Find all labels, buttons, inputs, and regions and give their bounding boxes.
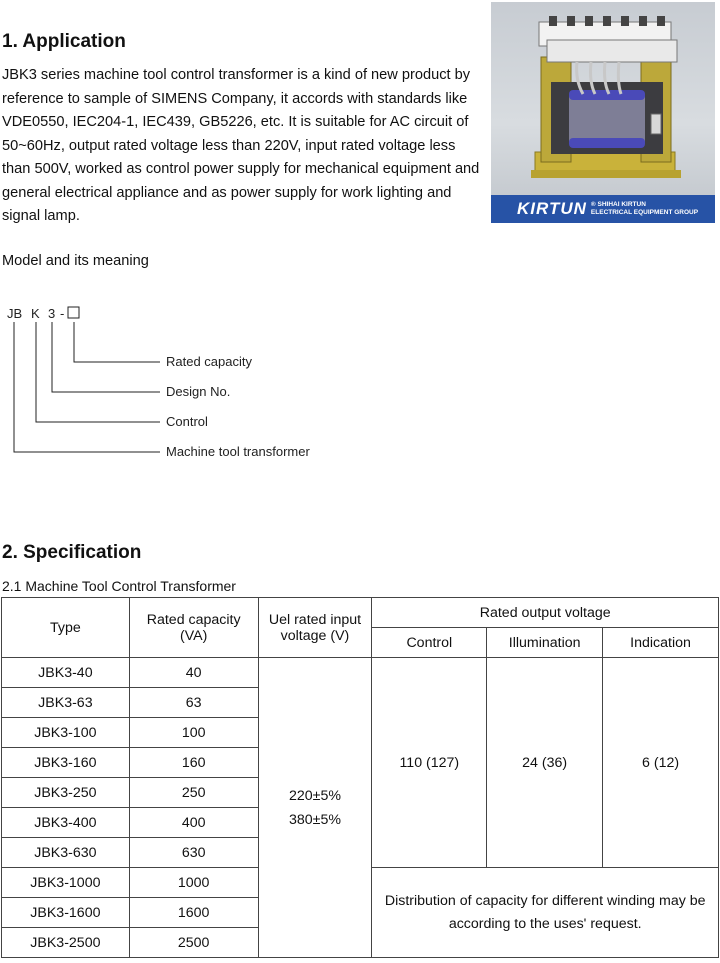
type-cell: JBK3-2500 <box>2 928 130 958</box>
type-cell: JBK3-100 <box>2 718 130 748</box>
type-cell: JBK3-1600 <box>2 898 130 928</box>
header-capacity <box>129 598 258 658</box>
header-control: Control <box>372 628 487 658</box>
capacity-cell: 1000 <box>129 868 258 898</box>
leader-lines <box>14 322 160 452</box>
header-indication: Indication <box>603 628 719 658</box>
header-output-voltage: Rated output voltage <box>372 598 719 628</box>
application-paragraph: JBK3 series machine tool control transformer is a kind of new product by reference to sample of SIMENS Company, it accords with standards like VDE0550, IEC204-1, IEC439, GB5226, etc. It is suitable for AC circuit of 50~60Hz, output rated voltage less than 220V, input rated voltage less than 500V, worked as control power supply for mechanical equipment and general electrical appliance and as power supply for work lighting and signal lamp. <box>2 67 480 224</box>
input-voltage-cell <box>258 658 372 958</box>
input-voltage-220: 220±5% <box>289 787 341 804</box>
specification-heading: 2. Specification <box>2 542 142 563</box>
specification-subheading: 2.1 Machine Tool Control Transformer <box>2 578 236 594</box>
transformer-illustration <box>491 2 715 195</box>
capacity-cell: 400 <box>129 808 258 838</box>
capacity-cell: 100 <box>129 718 258 748</box>
meaning-machine-tool-transformer: Machine tool transformer <box>166 444 310 459</box>
type-cell: JBK3-250 <box>2 778 130 808</box>
capacity-cell: 160 <box>129 748 258 778</box>
transformer-photo <box>491 2 715 223</box>
meaning-control: Control <box>166 414 208 429</box>
capacity-cell: 63 <box>129 688 258 718</box>
brand-line-1: ® SHIHAI KIRTUN <box>590 201 646 208</box>
table-row <box>2 658 719 688</box>
application-heading: 1. Application <box>2 31 126 52</box>
meaning-rated-capacity: Rated capacity <box>166 354 252 369</box>
type-cell: JBK3-630 <box>2 838 130 868</box>
input-voltage-380: 380±5% <box>289 811 341 828</box>
capacity-box <box>68 307 79 318</box>
table-header-row <box>2 598 719 628</box>
capacity-cell: 630 <box>129 838 258 868</box>
meaning-design-no: Design No. <box>166 384 231 399</box>
brand-line-2: ELECTRICAL EQUIPMENT GROUP <box>590 209 699 216</box>
model-heading: Model and its meaning <box>2 253 149 269</box>
model-code-diagram <box>0 300 360 465</box>
code-part-jb: JB <box>7 306 23 321</box>
brand-logo: KIRTUN <box>517 199 587 218</box>
type-cell: JBK3-40 <box>2 658 130 688</box>
capacity-cell: 1600 <box>129 898 258 928</box>
control-voltage-cell: 110 (127) <box>372 658 487 868</box>
brand-banner <box>491 195 715 223</box>
header-input-line1: Uel rated input <box>268 611 362 628</box>
type-cell: JBK3-160 <box>2 748 130 778</box>
type-cell: JBK3-1000 <box>2 868 130 898</box>
header-capacity-line2: (VA) <box>180 627 208 644</box>
code-part-dash: - <box>60 306 65 321</box>
type-cell: JBK3-63 <box>2 688 130 718</box>
capacity-cell: 40 <box>129 658 258 688</box>
header-input-line2: voltage (V) <box>280 627 350 644</box>
type-cell: JBK3-400 <box>2 808 130 838</box>
header-capacity-line1: Rated capacity <box>146 611 241 628</box>
capacity-cell: 250 <box>129 778 258 808</box>
header-type: Type <box>2 598 130 658</box>
indication-voltage-cell: 6 (12) <box>603 658 719 868</box>
distribution-note-cell: Distribution of capacity for different winding may be according to the uses' request. <box>372 868 719 958</box>
spec-table <box>1 597 719 958</box>
illumination-voltage-cell: 24 (36) <box>487 658 603 868</box>
brand-tagline <box>591 201 698 217</box>
header-illumination: Illumination <box>487 628 603 658</box>
code-part-k: K <box>31 306 40 321</box>
capacity-cell: 2500 <box>129 928 258 958</box>
code-part-3: 3 <box>48 306 56 321</box>
header-input-voltage <box>258 598 372 658</box>
